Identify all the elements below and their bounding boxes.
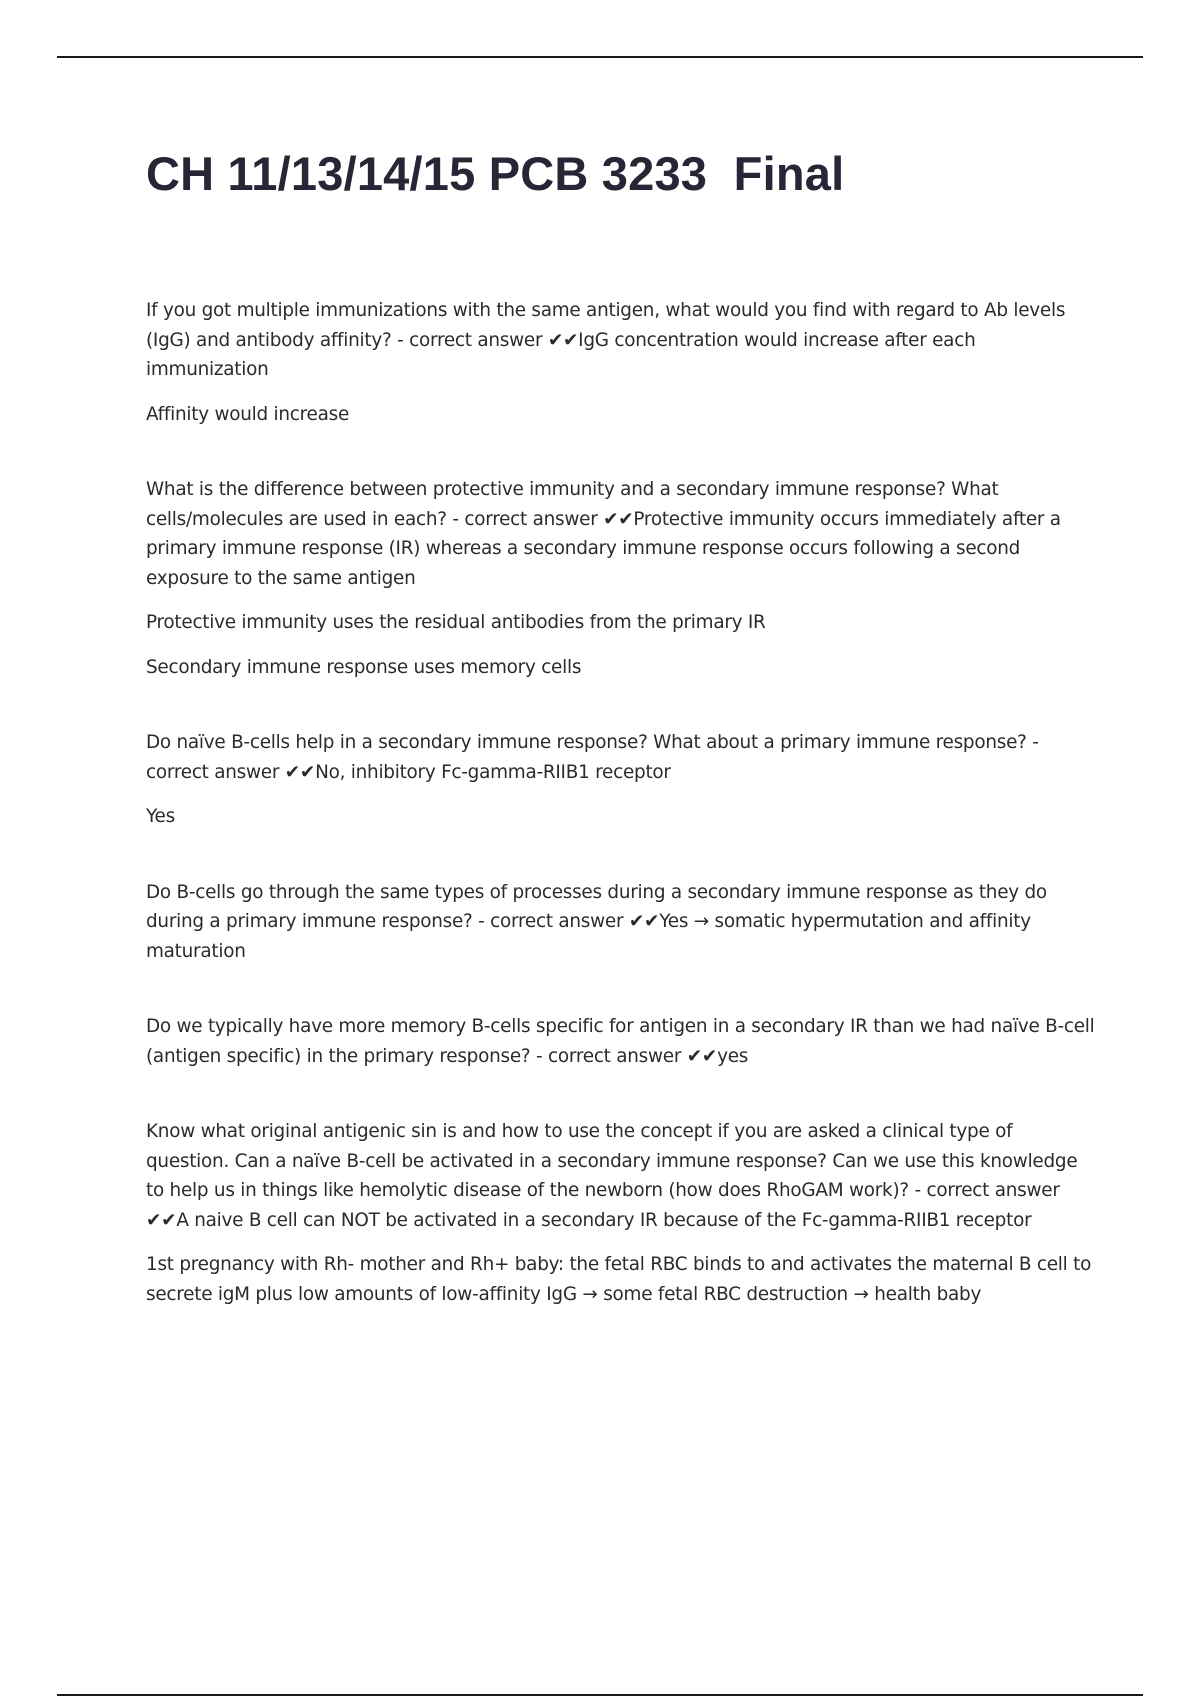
qa-list [146,296,1096,1309]
top-divider [57,56,1143,58]
qa-item-3 [146,728,1096,832]
question-answer-text: What is the difference between protective immunity and a secondary immune response? What cells/molecules are used in each? - correct answer ✔✔Protective immunity occurs immediately after a primary immune response (IR) whereas a secondary immune response occurs following a second exposure to the same antigen [146,479,1061,589]
answer-text: Yes [146,806,175,827]
question-answer-text: Do naïve B-cells help in a secondary immune response? What about a primary immune response? - correct answer ✔✔No, inhibitory Fc-gamma-RIIB1 receptor [146,732,1039,783]
question-answer-text: If you got multiple immunizations with the same antigen, what would you find with regard to Ab levels (IgG) and antibody affinity? - correct answer ✔✔IgG concentration would increase after each immunization [146,300,1066,380]
question-answer-text: Do B-cells go through the same types of processes during a secondary immune response as they do during a primary immune response? - correct answer ✔✔Yes → somatic hypermutation and affinity maturation [146,881,1047,962]
qa-item-1 [146,296,1096,429]
question-answer-text: Know what original antigenic sin is and how to use the concept if you are asked a clinical type of question. Can a naïve B-cell be activated in a secondary immune response? Can we use this knowledge to help us in things like hemolytic disease of the newborn (how does RhoGAM work)? - correct answer ✔✔A naive B cell can NOT be activated in a secondary IR because of the Fc-gamma-RIIB1 receptor [146,1121,1078,1231]
answer-text: Secondary immune response uses memory cells [146,656,582,678]
qa-item-4 [146,878,1096,967]
qa-item-5 [146,1012,1096,1071]
answer-text: Protective immunity uses the residual antibodies from the primary IR [146,612,766,633]
page-title: CH 11/13/14/15 PCB 3233 Final [146,147,845,200]
question-answer-text: Do we typically have more memory B-cells specific for antigen in a secondary IR than we had naïve B-cell (antigen specific) in the primary response? - correct answer ✔✔yes [146,1016,1095,1067]
answer-text: 1st pregnancy with Rh- mother and Rh+ baby: the fetal RBC binds to and activates the maternal B cell to secrete igM plus low amounts of low-affinity IgG → some fetal RBC destruction → health baby [146,1254,1092,1305]
document-body [146,140,1096,1355]
qa-item-2 [146,475,1096,682]
bottom-divider [57,1694,1143,1696]
qa-item-6 [146,1117,1096,1309]
answer-text: Affinity would increase [146,403,350,425]
